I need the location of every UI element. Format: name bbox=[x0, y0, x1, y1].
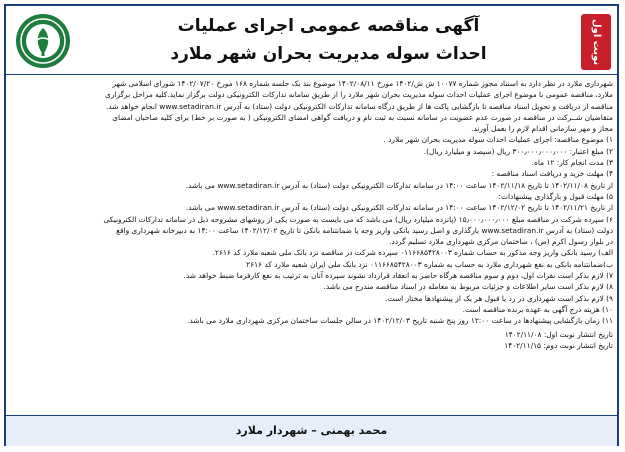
body-line: از تاریخ ۱۴۰۲/۱۱/۰۸ تا تاریخ ۱۴۰۲/۱۱/۱۸ ساعت ۱۴:۰۰ در سامانه تدارکات الکترونیکی دولت (ستاد) به آدرس www.setadiran.ir می باشد. bbox=[185, 180, 613, 190]
notice-subtitle: احداث سوله مدیریت بحران شهر ملارد bbox=[170, 44, 487, 64]
publish-date-first: تاریخ انتشار نوبت اول: ۱۴۰۲/۱۱/۰۸ bbox=[504, 329, 613, 339]
body-line: ۷) لازم بذکر است نفرات اول، دوم و سوم مناقصه هرگاه حاضر به انعقاد قرارداد نشوند سپرده آنان به ترتیب به نفع کارفرما ضبط خواهد شد. bbox=[183, 271, 613, 281]
body-line: ۱) موضوع مناقصه: اجرای عملیات احداث سوله مدیریت بحران شهر ملارد . bbox=[383, 135, 613, 145]
notice-body bbox=[10, 78, 613, 404]
body-line: ۶) سپرده شرکت در مناقصه مبلغ ۱۵٫۰۰۰٫۰۰۰٫۰۰۰ (پانزده میلیارد ریال) می باشد که می بایست به صورت یکی از روشهای مشروحه ذیل در سامانه تدارکات الکترونیکی bbox=[103, 214, 613, 224]
body-line: ۴) مهلت خرید و دریافت اسناد مناقصه : bbox=[491, 169, 613, 179]
issue-badge: نوبت اول bbox=[581, 14, 611, 70]
body-line: ۲) مبلغ اعتبار: ۳۰۰٫۰۰۰٫۰۰۰٫۰۰۰ ریال (سیصد و میلیارد ریال). bbox=[423, 146, 613, 156]
body-line: ۵) مهلت قبول و بارگذاری پیشنهادات: bbox=[498, 191, 613, 201]
body-line: الف) رسید بانکی واریز وجه مذکور به حساب شماره ۰۱۱۶۶۸۵۴۲۸۰۰۳ سپرده شرکت در مناقصه نزد بانک ملی شعبه ملارد کد ۲۶۱۶. bbox=[212, 248, 613, 258]
body-line: ۸) لازم بذکر است سایر اطلاعات و جزئیات مربوط به معامله در اسناد مناقصه مندرج می باشد. bbox=[323, 282, 613, 292]
body-line: ب)ضمانتنامه بانکی به نفع شهرداری ملارد به حساب به شماره ۰۱۱۶۶۸۵۴۲۸۰۰۳ نزد بانک ملی ایران شعبه ملارد کد ۲۶۱۶ bbox=[246, 259, 613, 269]
body-line: ۹) لازم بذکر است شهرداری در رد یا قبول هر یک از پیشنهادها مختار است. bbox=[385, 293, 613, 303]
municipality-emblem-icon bbox=[14, 12, 72, 70]
body-line: از تاریخ ۱۴۰۲/۱۱/۲۱ تا تاریخ ۱۴۰۲/۱۲/۰۲ ساعت ۱۴:۰۰ در سامانه تدارکات الکترونیکی دولت (ستاد) به آدرس www.setadiran.ir می باشد. bbox=[185, 203, 613, 213]
signature-bar: محمد بهمنی – شهردار ملارد bbox=[6, 415, 617, 446]
body-line: مناقصه از دریافت و تحویل اسناد مناقصه تا بازگشایی پاکت ها از طریق درگاه سامانه تدارکات الکترونیکی دولت (ستاد) به آدرس www.setadiran.ir انجام خواهد شد. bbox=[105, 101, 613, 111]
body-line: متقاضیان شــرکت در مناقصه در صورت عدم عضویت در سامانه نسبت به ثبت نام و دریافت گواهی امضای الکترونیکی ( به صورت بر خط) برای کلیه صاحبان امضای bbox=[112, 112, 613, 122]
body-line: ملارد، مناقصه عمومی با موضوع اجرای عملیات احداث سوله مدیریت بحران شهر ملارد را از طریق سامانه تدارکات الکترونیکی دولت برگزار نماید.کلیه مراحل برگزاری bbox=[105, 90, 613, 100]
body-line: در بلوار رسول اکرم (ص) ، ساختمان مرکزی شهرداری ملارد تسلیم گردد. bbox=[389, 237, 613, 247]
body-line: ۱۰) هزینه درج آگهی به عهده برنده مناقصه است. bbox=[462, 304, 613, 314]
body-line: مجاز و مهر سازمانی اقدام لازم را بعمل آورند. bbox=[471, 124, 613, 134]
publish-date-second: تاریخ انتشار نوبت دوم: ۱۴۰۲/۱۱/۱۵ bbox=[504, 340, 613, 350]
body-line: ۱۱) زمان بازگشایی پیشنهادها در ساعت ۱۲:۰۰ روز پنج شنبه تاریخ ۱۴۰۲/۱۲/۰۳ در سالن جلسات ساختمان مرکزی شهرداری ملارد می باشد. bbox=[187, 316, 613, 326]
body-line: دولت (ستاد) به آدرس www.setadiran.ir بارگذاری و اصل رسید بانکی واریز وجه یا ضمانتنامه بانکی تا تاریخ ۱۴۰۲/۱۲/۰۲ ساعت ۱۴:۰۰ به دبیرخانه شهرداری واقع bbox=[116, 225, 613, 235]
body-line: شهرداری ملارد در نظر دارد به استناد مجوز شماره ۱۰۰۷۷ ش ش/۱۴۰۲ مورخ ۱۴۰۲/۰۸/۱۱ موضوع بند یک جلسه شماره ۱۶۸ مورخ ۱۴۰۲/۰۷/۲۰ شورای اسلامی شهر bbox=[112, 79, 613, 88]
notice-header bbox=[6, 6, 617, 75]
body-line: ۳) مدت انجام کار: ۱۲ ماه. bbox=[531, 158, 613, 168]
notice-title: آگهی مناقصه عمومی اجرای عملیات bbox=[177, 16, 480, 36]
